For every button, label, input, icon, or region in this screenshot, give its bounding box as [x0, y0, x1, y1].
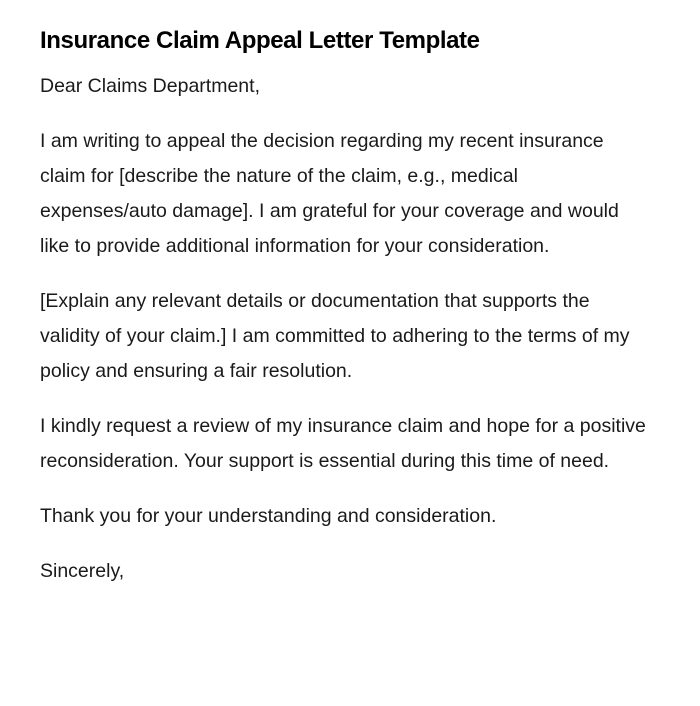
paragraph-details: [Explain any relevant details or documentation that supports the validity of your claim.] I am committed to adhering to the terms of my policy and ensuring a fair resolution. — [40, 290, 630, 382]
paragraph-request: I kindly request a review of my insurance claim and hope for a positive reconsideration. Your support is essential during this time of need. — [40, 415, 646, 472]
document-title: Insurance Claim Appeal Letter Template — [40, 27, 480, 54]
paragraph-intro: I am writing to appeal the decision regarding my recent insurance claim for [describe the nature of the claim, e.g., medical expenses/auto damage]. I am grateful for your coverage and would like to provide additional information for your consideration. — [40, 130, 619, 257]
paragraph-thanks: Thank you for your understanding and consideration. — [40, 505, 497, 527]
salutation: Dear Claims Department, — [40, 75, 260, 97]
closing: Sincerely, — [40, 560, 125, 582]
letter-document — [40, 24, 650, 609]
